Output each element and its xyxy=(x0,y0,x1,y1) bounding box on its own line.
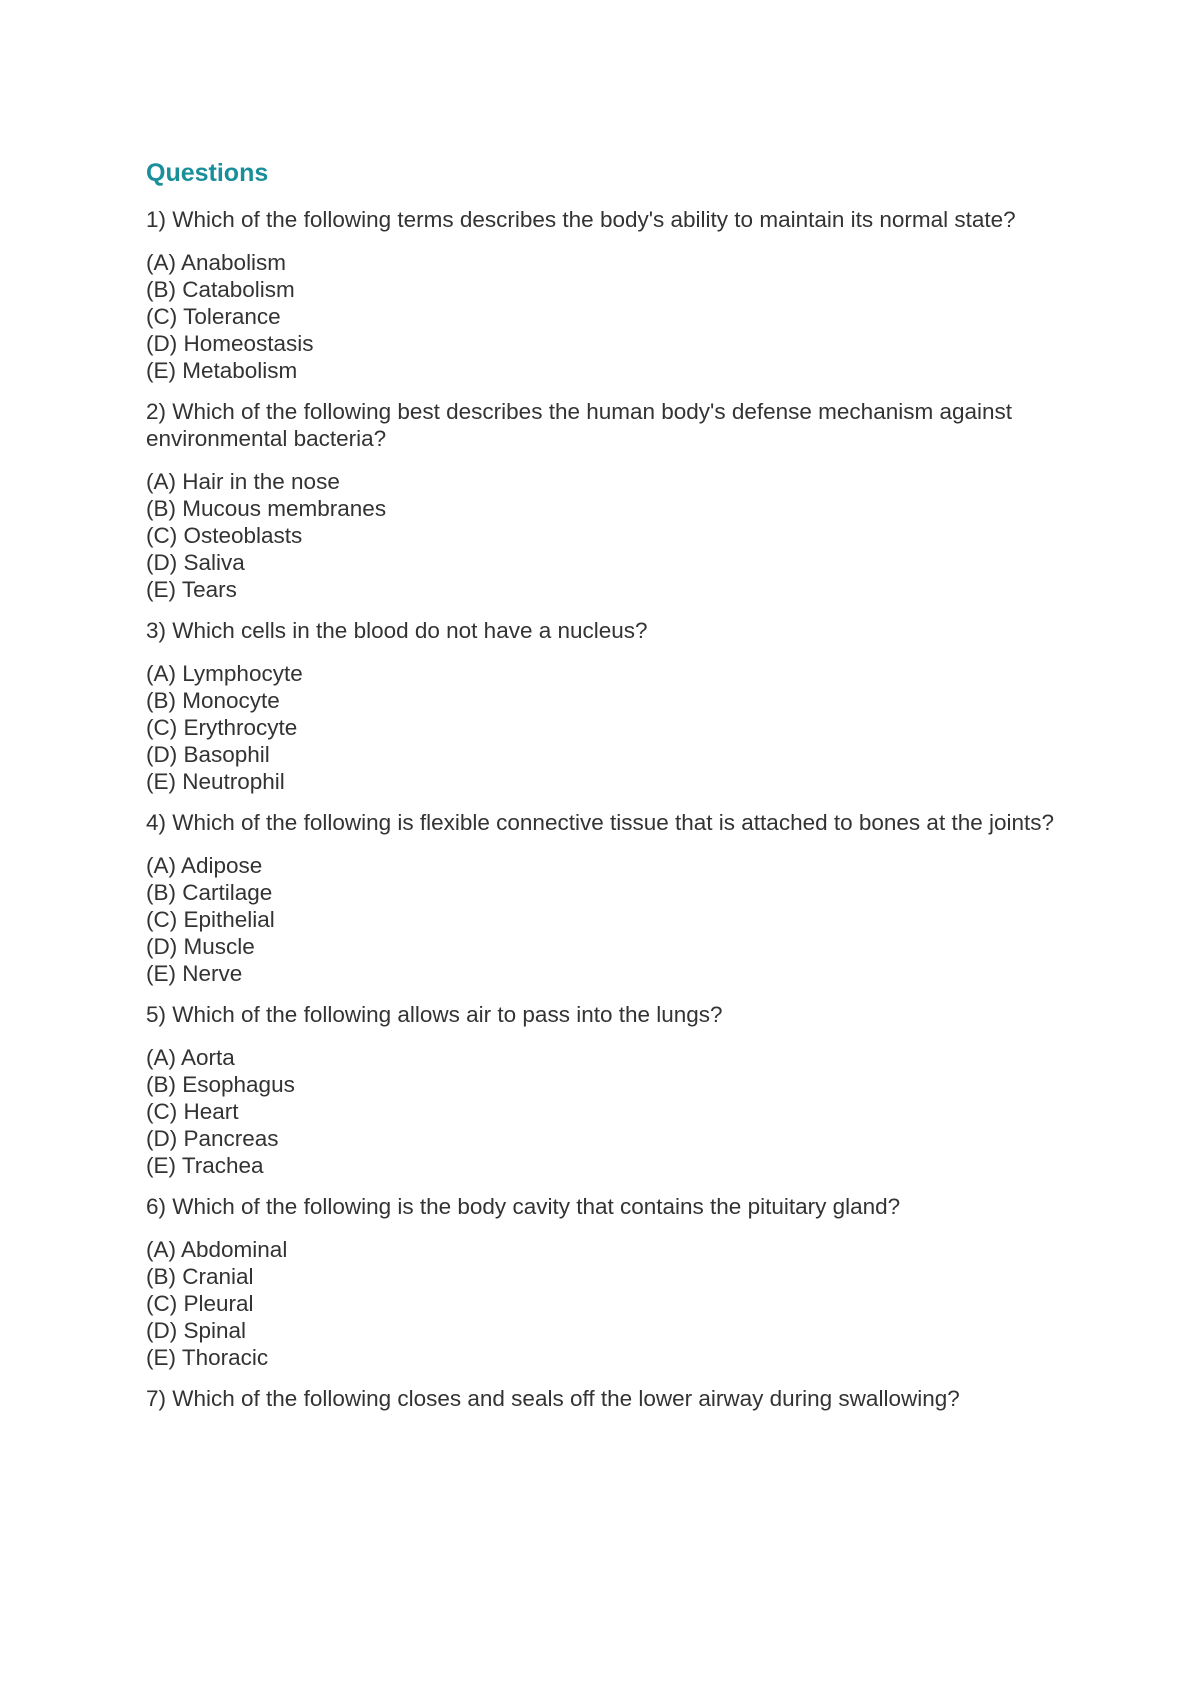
page-title: Questions xyxy=(146,159,269,187)
answer-option: (A) Anabolism xyxy=(146,250,287,275)
answer-option: (D) Basophil xyxy=(146,742,270,767)
answer-option: (C) Pleural xyxy=(146,1291,254,1316)
answer-option: (B) Cartilage xyxy=(146,880,273,905)
answer-option: (A) Lymphocyte xyxy=(146,661,303,686)
question-6 xyxy=(146,1193,1086,1371)
question-text: 1) Which of the following terms describes the body's ability to maintain its normal state? xyxy=(146,207,1016,232)
question-3 xyxy=(146,617,1086,795)
answer-option: (C) Osteoblasts xyxy=(146,523,303,548)
answer-options xyxy=(146,660,1086,795)
answer-options xyxy=(146,468,1086,603)
answer-option: (E) Metabolism xyxy=(146,358,298,383)
question-text: 6) Which of the following is the body cavity that contains the pituitary gland? xyxy=(146,1194,901,1219)
question-7 xyxy=(146,1385,1086,1412)
answer-option: (C) Epithelial xyxy=(146,907,275,932)
answer-options xyxy=(146,249,1086,384)
answer-option: (B) Mucous membranes xyxy=(146,496,387,521)
answer-options xyxy=(146,1236,1086,1371)
answer-option: (B) Monocyte xyxy=(146,688,280,713)
question-text: 2) Which of the following best describes the human body's defense mechanism against environmental bacteria? xyxy=(146,399,1013,451)
question-5 xyxy=(146,1001,1086,1179)
answer-option: (C) Heart xyxy=(146,1099,239,1124)
answer-option: (A) Abdominal xyxy=(146,1237,288,1262)
document-page xyxy=(146,158,1086,1428)
answer-options xyxy=(146,1044,1086,1179)
answer-option: (E) Nerve xyxy=(146,961,243,986)
answer-option: (A) Hair in the nose xyxy=(146,469,340,494)
answer-option: (E) Neutrophil xyxy=(146,769,285,794)
answer-option: (E) Tears xyxy=(146,577,237,602)
answer-option: (D) Spinal xyxy=(146,1318,247,1343)
answer-option: (D) Pancreas xyxy=(146,1126,279,1151)
question-text: 5) Which of the following allows air to pass into the lungs? xyxy=(146,1002,723,1027)
answer-option: (B) Cranial xyxy=(146,1264,254,1289)
question-text: 3) Which cells in the blood do not have a nucleus? xyxy=(146,618,648,643)
question-2 xyxy=(146,398,1086,603)
answer-option: (D) Homeostasis xyxy=(146,331,314,356)
answer-options xyxy=(146,852,1086,987)
answer-option: (C) Tolerance xyxy=(146,304,281,329)
question-1 xyxy=(146,206,1086,384)
answer-option: (D) Saliva xyxy=(146,550,245,575)
answer-option: (E) Trachea xyxy=(146,1153,264,1178)
question-text: 4) Which of the following is flexible connective tissue that is attached to bones at the joints? xyxy=(146,810,1055,835)
answer-option: (E) Thoracic xyxy=(146,1345,269,1370)
answer-option: (B) Catabolism xyxy=(146,277,295,302)
answer-option: (B) Esophagus xyxy=(146,1072,295,1097)
answer-option: (A) Aorta xyxy=(146,1045,235,1070)
question-4 xyxy=(146,809,1086,987)
question-text: 7) Which of the following closes and seals off the lower airway during swallowing? xyxy=(146,1386,960,1411)
answer-option: (D) Muscle xyxy=(146,934,255,959)
answer-option: (A) Adipose xyxy=(146,853,263,878)
answer-option: (C) Erythrocyte xyxy=(146,715,298,740)
